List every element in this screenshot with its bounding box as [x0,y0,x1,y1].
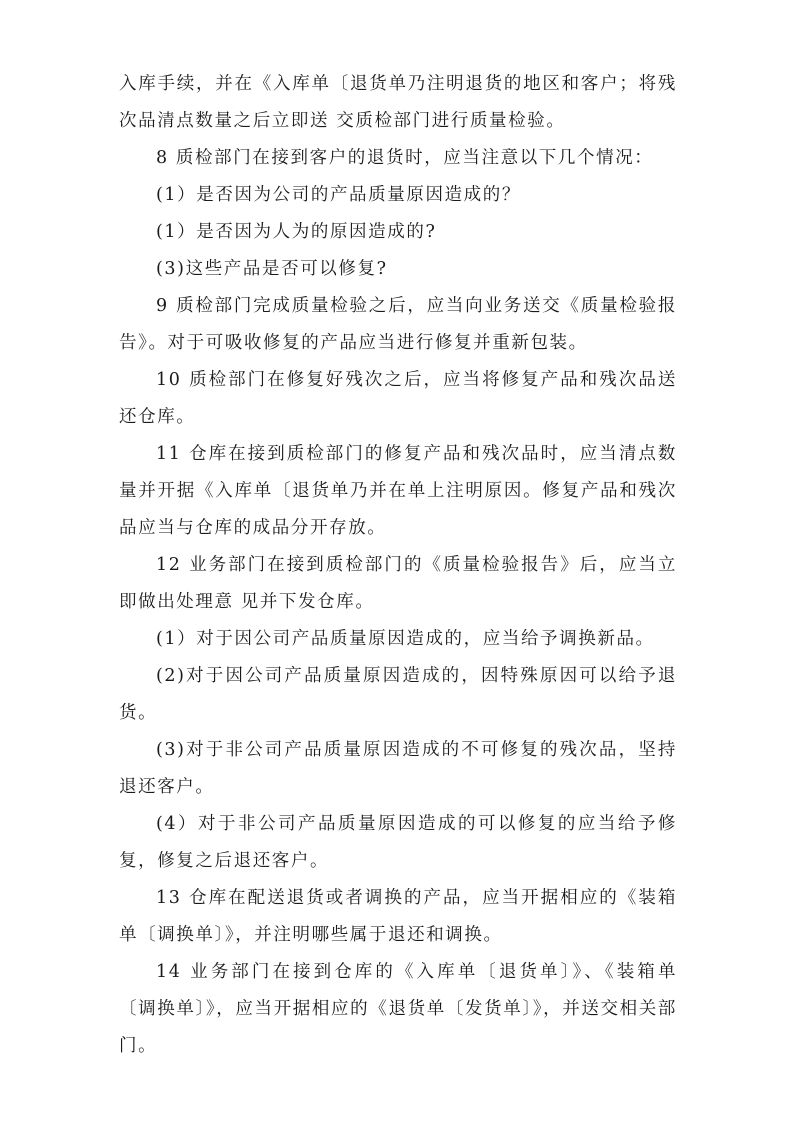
paragraph-item-10: 10 质检部门在修复好残次之后，应当将修复产品和残次品送还仓库。 [119,370,677,427]
paragraph-item-12-sub-1: (1）对于因公司产品质量原因造成的，应当给予调换新品。 [156,629,655,649]
paragraph-item-9: 9 质检部门完成质量检验之后，应当向业务送交《质量检验报告》。对于可吸收修复的产品应当进行修复并重新包装。 [119,296,677,353]
paragraph-item-12-sub-3: (3)对于非公司产品质量原因造成的不可修复的残次品，坚持退还客户。 [119,740,677,797]
paragraph-item-12-sub-4: (4）对于非公司产品质量原因造成的可以修复的应当给予修复，修复之后退还客户。 [119,814,677,871]
paragraph-item-12: 12 业务部门在接到质检部门的《质量检验报告》后，应当立即做出处理意 见并下发仓库。 [119,555,677,612]
paragraph-item-12-sub-2: (2)对于因公司产品质量原因造成的，因特殊原因可以给予退货。 [119,666,677,723]
document-page [119,66,677,1065]
paragraph-item-14: 14 业务部门在接到仓库的《入库单〔退货单〕》、《装箱单〔调换单〕》，应当开据相应的《退货单〔发货单〕》，并送交相关部门。 [119,962,677,1056]
paragraph-sub-1a: (1）是否因为公司的产品质量原因造成的？ [156,185,521,205]
paragraph-sub-3: (3)这些产品是否可以修复? [156,259,388,279]
paragraph-sub-1b: (1）是否因为人为的原因造成的? [156,222,437,242]
paragraph-continuation: 入库手续，并在《入库单〔退货单乃注明退货的地区和客户；将残次品清点数量之后立即送 交质检部门进行质量检验。 [119,74,677,131]
paragraph-item-8: 8 质检部门在接到客户的退货时，应当注意以下几个情况： [156,148,654,168]
paragraph-item-13: 13 仓库在配送退货或者调换的产品，应当开据相应的《装箱单〔调换单〕》，并注明哪些属于退还和调换。 [119,888,677,945]
paragraph-item-11: 11 仓库在接到质检部门的修复产品和残次品时，应当清点数量并开据《入库单〔退货单乃并在单上注明原因。修复产品和残次品应当与仓库的成品分开存放。 [119,444,677,538]
